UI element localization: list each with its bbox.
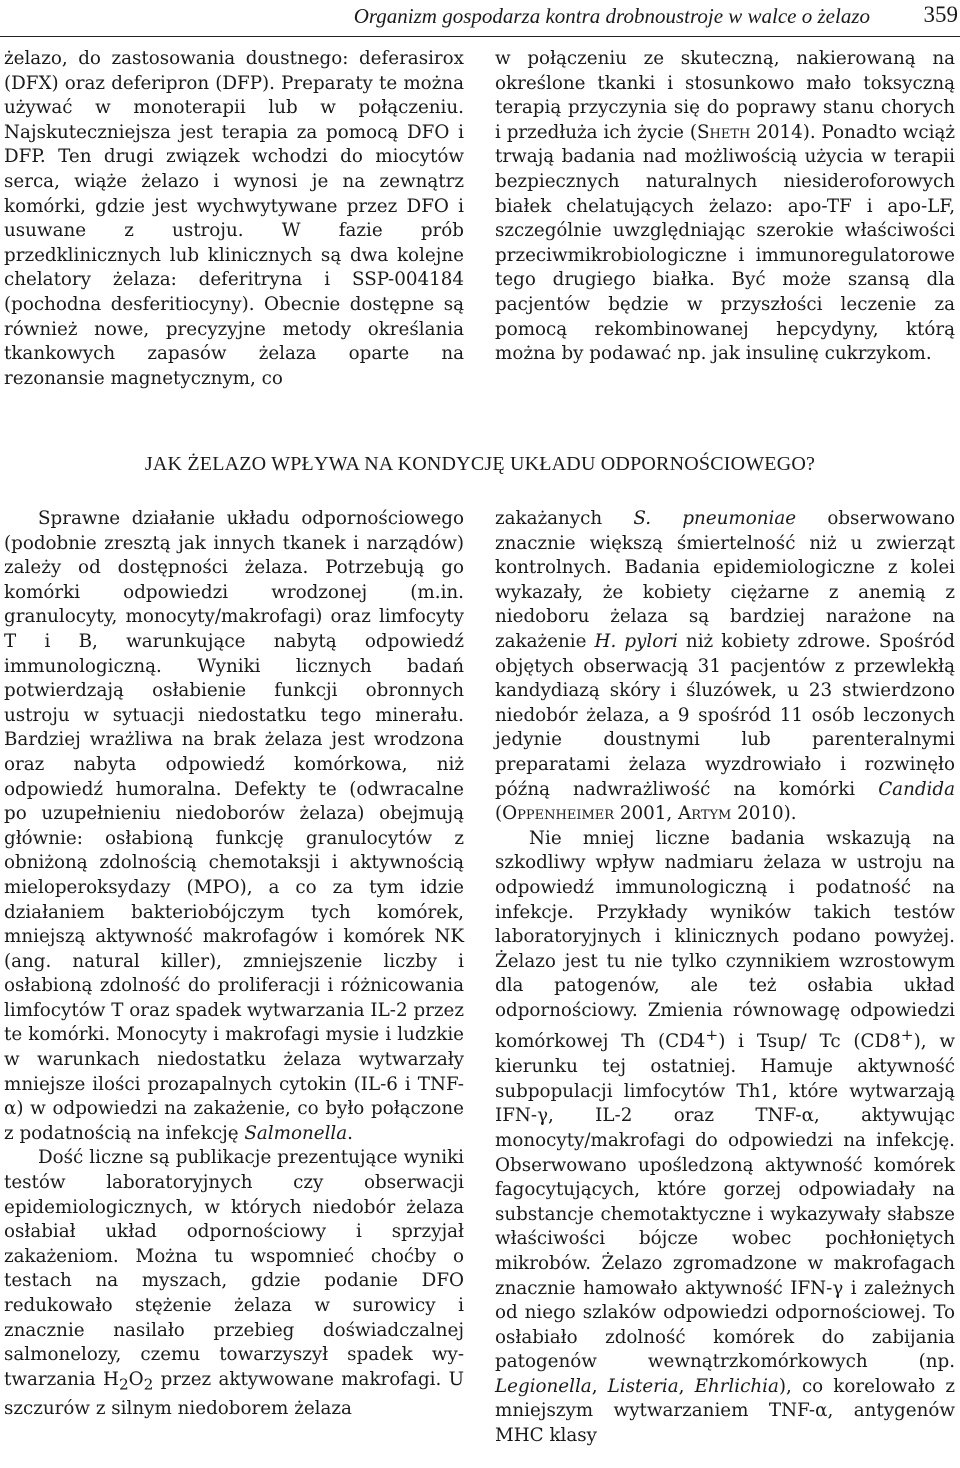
paragraph: [495, 47, 955, 367]
citation-author: Sheth: [697, 121, 751, 143]
paragraph-text: (: [495, 803, 503, 825]
species-name: Ehrlichia: [694, 1375, 779, 1397]
paragraph-text: w połączeniu ze skuteczną, nakierowaną na określone tkanki i stosunkowo mało toksyczną terapią przyczynia się do poprawy stanu chorych i przedłuża ich życie (: [495, 48, 955, 143]
top-left-column: [4, 47, 464, 391]
paragraph-text: ) i Tsup/ Tc (CD8: [718, 1031, 901, 1053]
paragraph-text: .: [347, 1122, 353, 1144]
paragraph-text: obserwowano znacznie większą śmiertelność niż u zwierząt kontrolnych. Badania epidemiologiczne z kolei wykazały, że kobiety ciężarne z anemią z niedoboru żelaza są bardziej narażone na zakażenie: [495, 508, 955, 652]
subscript: 2: [118, 1375, 129, 1394]
species-name: S. pneumoniae: [633, 508, 797, 529]
paragraph-text: przez aktywowane makrofagi. U szczurów z silnym niedoborem żelaza: [4, 1368, 465, 1420]
paragraph-text: niż kobiety zdrowe. Spośród objętych obserwacją 31 pacjentów z przewlekłą kandydiazą skóry i śluzówek, u 23 stwierdzono niedobór żelaza, a 9 spośród 11 osób leczonych jedynie doustnymi lub parenteralnymi preparatami żelaza wyzdrowiało i rozwinęło późną nadwrażliwość na komórki: [495, 630, 955, 800]
species-name: Listeria: [607, 1375, 679, 1397]
paragraph: [4, 507, 464, 1146]
species-name: Legionella: [495, 1375, 592, 1397]
paragraph-text: zakażanych: [495, 508, 634, 529]
paragraph: [495, 827, 955, 1449]
citation-author: Oppenheimer: [502, 803, 615, 825]
superscript: +: [705, 1026, 719, 1045]
paragraph-text: 2014). Ponadto wciąż trwają badania nad możliwością użycia w terapii bezpiecznych naturalnych niesideroforowych białek chelatujących żelazo: apo-TF i apo-LF, szczególnie uwzględniając szerokie właściwości przeciwmikrobiologiczne i immunoregulatorowe tego drugiego białka. Być może szansą dla pacjentów będzie w przyszłości leczenie za pomocą rekombinowanej hepcydyny, którą można by podawać np. jak insulinę cukrzykom.: [495, 121, 955, 365]
paragraph: [4, 47, 464, 391]
page-number: 359: [923, 2, 958, 27]
bottom-left-column: [4, 507, 464, 1422]
paragraph-text: Sprawne działanie układu odpornościowego (podobnie zresztą jak innych tkanek i narządów) zależy od dostępności żelaza. Potrzebują go komórki odpowiedzi wrodzonej (m.in. granulocyty, monocyty/makrofagi) oraz limfocyty T i B, warunkujące nabytą odpowiedź immunologiczną. Wyniki licznych badań potwierdzają osłabienie funkcji obronnych ustroju w sytuacji niedostatku tego minerału. Bardziej wrażliwa na brak żelaza jest wrodzona oraz nabyta odpowiedź komórkowa, niż odpowiedź humoralna. Defekty te (odwracalne po uzupełnieniu niedoborów żelaza) obejmują głównie: osłabioną funkcję granulocytów z obniżoną zdolnością chemotaksji i aktywnością mieloperoksydazy (MPO), a co za tym idzie działaniem bakteriobójczym tych komórek, mniejszą aktywność makrofagów i komórek NK (ang. natural killer), zmniejszenie liczby i osłabioną zdolność do proliferacji i różnicowania limfocytów T oraz spadek wytwarzania IL-2 przez te komórki. Monocyty i makrofagi mysie i ludzkie w warunkach niedostatku żelaza wytwarzały mniejsze ilości prozapalnych cytokin (IL-6 i TNF-α) w odpowiedzi na zakażenie, co było połączone z podatnością na infekcję: [4, 508, 464, 1144]
paragraph-text: 2010).: [731, 803, 797, 825]
paragraph-text: ,: [591, 1375, 608, 1397]
paragraph: [495, 507, 955, 827]
top-right-column: [495, 47, 955, 367]
section-heading: JAK ŻELAZO WPŁYWA NA KONDYCJĘ UKŁADU ODPORNOŚCIOWEGO?: [144, 453, 816, 475]
bottom-right-column: [495, 507, 955, 1449]
superscript: +: [900, 1026, 914, 1045]
citation-author: Artym: [678, 803, 732, 825]
paragraph-text: żelazo, do zastosowania doustnego: deferasirox (DFX) oraz deferipron (DFP). Preparaty te można używać w monoterapii lub w połączeniu. Najskuteczniejsza jest terapia za pomocą DFO i DFP. Ten drugi związek wchodzi do miocytów serca, wiąże żelazo i wynosi je na zewnątrz komórki, gdzie jest wychwytywane przez DFO i usuwane z ustroju. W fazie prób przedklinicznych lub klinicznych są dwa kolejne chelatory żelaza: deferitryna i SSP-004184 (pochodna desferitiocyny). Obecnie dostępne są również nowe, precyzyjne metody określania tkankowych zapasów żelaza oparte na rezonansie magnetycznym, co: [4, 48, 464, 389]
paragraph: [4, 1146, 464, 1421]
running-title: Organizm gospodarza kontra drobnoustroje w walce o żelazo: [353, 4, 870, 28]
running-header: [0, 0, 960, 37]
paragraph-text: ), co korelowało z mniejszym wytwarzaniem TNF-α, antygenów MHC klasy: [495, 1375, 955, 1447]
species-name: H. pylori: [594, 630, 678, 652]
paragraph-text: ,: [678, 1375, 695, 1397]
species-name: Salmonella: [244, 1122, 348, 1144]
paragraph-text: Nie mniej liczne badania wskazują na szkodliwy wpływ nadmiaru żelaza w ustroju na odpowiedź immunologiczną i podatność na infekcje. Przykłady wyników takich testów laboratoryjnych i klinicznych podano powyżej. Żelazo jest tu nie tylko czynnikiem wzrostowym dla patogenów, ale też osłabia układ odpornościowy. Zmienia równowagę odpowiedzi komórkowej Th (CD4: [495, 827, 955, 1053]
paragraph-text: O: [128, 1368, 144, 1390]
paragraph-text: ), w kierunku tej ostatniej. Hamuje aktywność subpopulacji limfocytów Th1, które wytwarzają IFN-γ, IL-2 oraz TNF-α, aktywując monocyty/makrofagi do odpowiedzi na infekcję. Obserwowano upośledzoną aktywność komórek fagocytujących, które gorzej odpowiadały na substancje chemotaktyczne i wykazywały słabsze właściwości bójcze wobec pochłoniętych mikrobów. Żelazo zgromadzone w makrofagach znacznie hamowało aktywność IFN-γ i zależnych od niego szlaków odpowiedzi odpornościowej. To osłabiało zdolność komórek do zabijania patogenów wewnątrzkomórkowych (np.: [495, 1031, 955, 1373]
paragraph-text: Dość liczne są publikacje prezentujące wyniki testów laboratoryjnych czy obserwacji epidemiologicznych, w których niedobór żelaza osłabiał układ odpornościowy i sprzyjał zakażeniom. Można tu wspomnieć choćby o testach na myszach, gdzie podanie DFO redukowało stężenie żelaza w surowicy i znacznie nasilało przebieg doświadczalnej salmonelozy, czemu towarzyszył spadek wytwarzania H: [4, 1147, 464, 1390]
paragraph-text: 2001,: [614, 803, 679, 825]
subscript: 2: [143, 1375, 154, 1394]
species-name: Candida: [878, 778, 955, 800]
